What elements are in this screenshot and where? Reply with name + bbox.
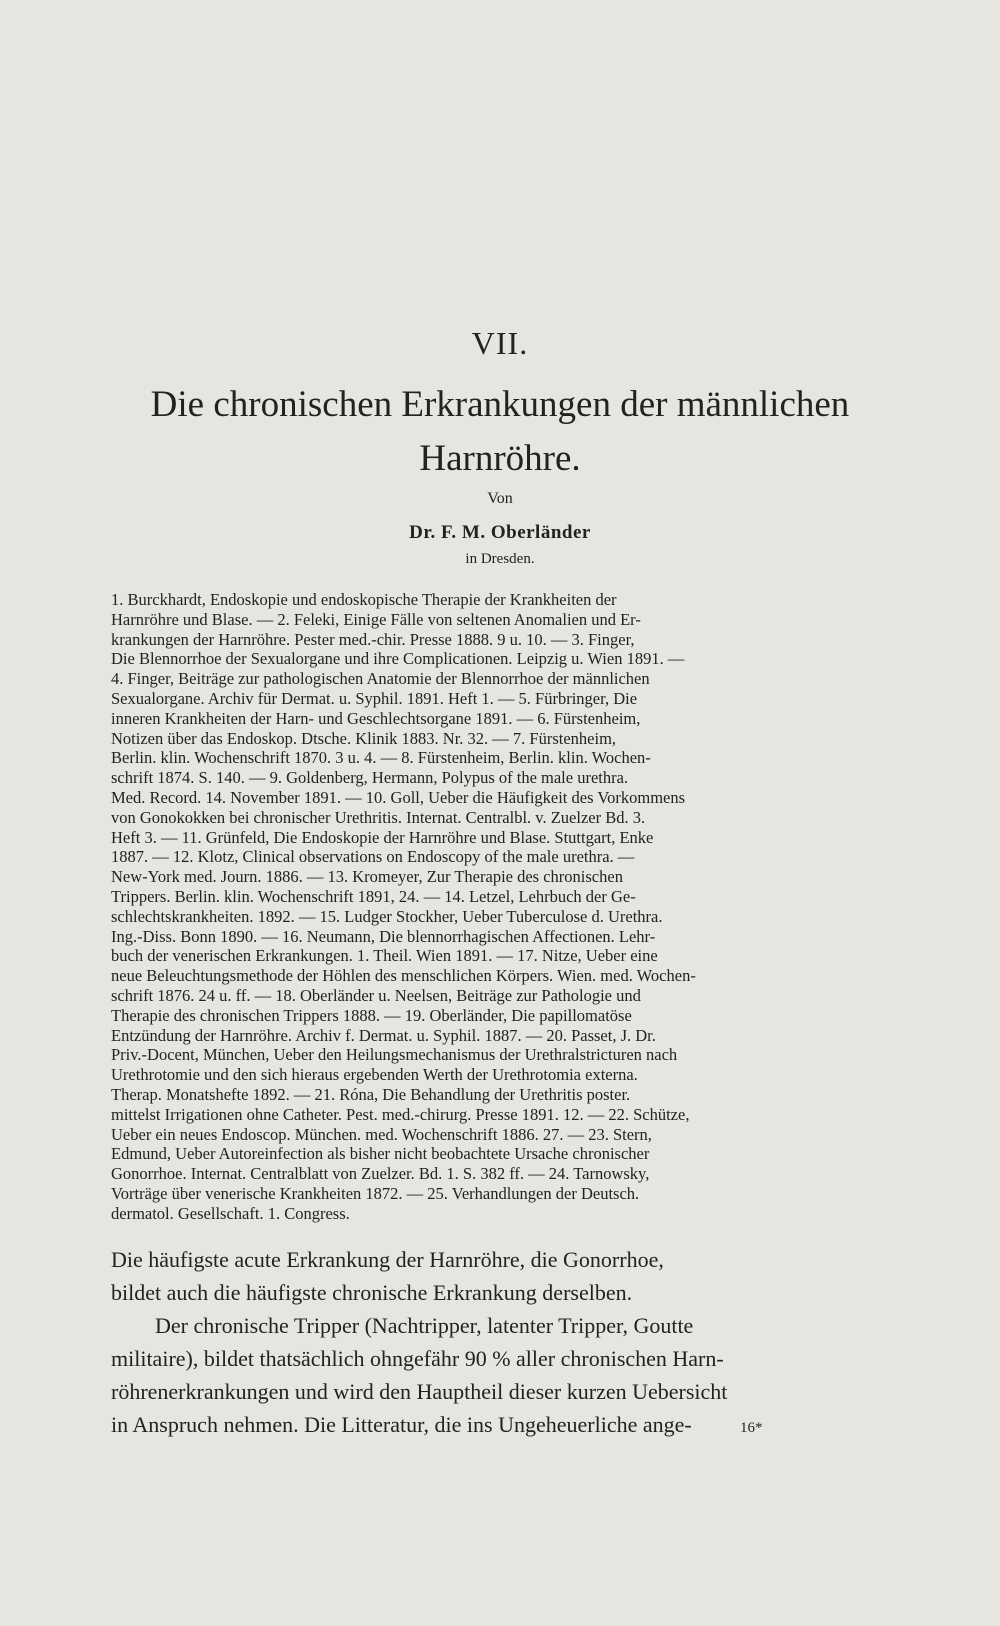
author-location: in Dresden. [465,551,535,567]
bibliography-line: Urethrotomie und den sich hieraus ergebenden Werth der Urethrotomia externa. [111,1065,638,1085]
bibliography-line: New-York med. Journ. 1886. — 13. Kromeyer, Zur Therapie des chronischen [111,867,623,887]
bibliography-line: 4. Finger, Beiträge zur pathologischen Anatomie der Blennorrhoe der männlichen [111,669,650,689]
chapter-number: VII. [471,325,529,361]
bibliography-line: Therap. Monatshefte 1892. — 21. Róna, Die Behandlung der Urethritis poster. [111,1084,631,1104]
bibliography-line: Ueber ein neues Endoscop. München. med. Wochenschrift 1886. 27. — 23. Stern, [111,1124,652,1144]
bibliography-line: 1887. — 12. Klotz, Clinical observations on Endoscopy of the male urethra. — [111,847,635,867]
bibliography-line: schrift 1874. S. 140. — 9. Goldenberg, Hermann, Polypus of the male urethra. [111,768,629,788]
bibliography-line: mittelst Irrigationen ohne Catheter. Pest. med.-chirurg. Presse 1891. 12. — 22. Schütze, [111,1104,690,1124]
paragraph-2-line: Der chronische Tripper (Nachtripper, latenter Tripper, Goutte [155,1313,694,1338]
bibliography [111,590,915,1224]
paragraph-2-line: röhrenerkrankungen und wird den Hauptheil dieser kurzen Uebersicht [111,1379,728,1404]
bibliography-line: Priv.-Docent, München, Ueber den Heilungsmechanismus der Urethralstricturen nach [111,1045,678,1065]
byline-von: Von [487,490,513,507]
chapter-title [0,378,1000,486]
paragraph-2-line: in Anspruch nehmen. Die Litteratur, die ins Ungeheuerliche ange- [111,1412,692,1437]
bibliography-line: Therapie des chronischen Trippers 1888. — 19. Oberländer, Die papillomatöse [111,1005,632,1025]
author-name: Dr. F. M. Oberländer [409,522,591,543]
bibliography-line: Sexualorgane. Archiv für Dermat. u. Syphil. 1891. Heft 1. — 5. Fürbringer, Die [111,688,638,708]
bibliography-line: dermatol. Gesellschaft. 1. Congress. [111,1203,350,1223]
paragraph-1-line: bildet auch die häufigste chronische Erkrankung derselben. [111,1280,633,1305]
bibliography-line: Gonorrhoe. Internat. Centralblatt von Zuelzer. Bd. 1. S. 382 ff. — 24. Tarnowsky, [111,1164,650,1184]
bibliography-line: Die Blennorrhoe der Sexualorgane und ihre Complicationen. Leipzig u. Wien 1891. — [111,649,685,669]
body-text [111,1243,915,1441]
bibliography-line: Trippers. Berlin. klin. Wochenschrift 1891, 24. — 14. Letzel, Lehrbuch der Ge- [111,886,636,906]
page-number: 16* [740,1420,763,1436]
bibliography-line: Heft 3. — 11. Grünfeld, Die Endoskopie der Harnröhre und Blase. Stuttgart, Enke [111,827,654,847]
bibliography-line: inneren Krankheiten der Harn- und Geschlechtsorgane 1891. — 6. Fürstenheim, [111,708,641,728]
bibliography-line: buch der venerischen Erkrankungen. 1. Theil. Wien 1891. — 17. Nitze, Ueber eine [111,946,658,966]
bibliography-line: 1. Burckhardt, Endoskopie und endoskopische Therapie der Krankheiten der [111,590,617,609]
chapter-title-line-1: Die chronischen Erkrankungen der männlichen [150,384,850,425]
bibliography-line: Vorträge über venerische Krankheiten 1872. — 25. Verhandlungen der Deutsch. [111,1183,640,1203]
bibliography-line: Entzündung der Harnröhre. Archiv f. Dermat. u. Syphil. 1887. — 20. Passet, J. Dr. [111,1025,656,1045]
bibliography-line: Berlin. klin. Wochenschrift 1870. 3 u. 4. — 8. Fürstenheim, Berlin. klin. Wochen- [111,748,651,768]
bibliography-line: Edmund, Ueber Autoreinfection als bisher nicht beobachtete Ursache chronischer [111,1144,650,1164]
bibliography-line: Ing.-Diss. Bonn 1890. — 16. Neumann, Die blennorrhagischen Affectionen. Lehr- [111,926,656,946]
bibliography-line: krankungen der Harnröhre. Pester med.-chir. Presse 1888. 9 u. 10. — 3. Finger, [111,629,635,649]
bibliography-line: schlechtskrankheiten. 1892. — 15. Ludger Stockher, Ueber Tuberculose d. Urethra. [111,906,663,926]
bibliography-line: Notizen über das Endoskop. Dtsche. Klinik 1883. Nr. 32. — 7. Fürstenheim, [111,728,617,748]
chapter-title-line-2: Harnröhre. [419,438,581,479]
bibliography-line: schrift 1876. 24 u. ff. — 18. Oberländer u. Neelsen, Beiträge zur Pathologie und [111,985,641,1005]
paragraph-2-line: militaire), bildet thatsächlich ohngefähr 90 % aller chronischen Harn- [111,1346,724,1371]
paragraph-1-line: Die häufigste acute Erkrankung der Harnröhre, die Gonorrhoe, [111,1247,664,1272]
bibliography-line: von Gonokokken bei chronischer Urethritis. Internat. Centralbl. v. Zuelzer Bd. 3. [111,807,646,827]
bibliography-line: Med. Record. 14. November 1891. — 10. Goll, Ueber die Häufigkeit des Vorkommens [111,787,686,807]
bibliography-line: Harnröhre und Blase. — 2. Feleki, Einige Fälle von seltenen Anomalien und Er- [111,609,641,629]
bibliography-line: neue Beleuchtungsmethode der Höhlen des menschlichen Körpers. Wien. med. Wochen- [111,966,696,986]
